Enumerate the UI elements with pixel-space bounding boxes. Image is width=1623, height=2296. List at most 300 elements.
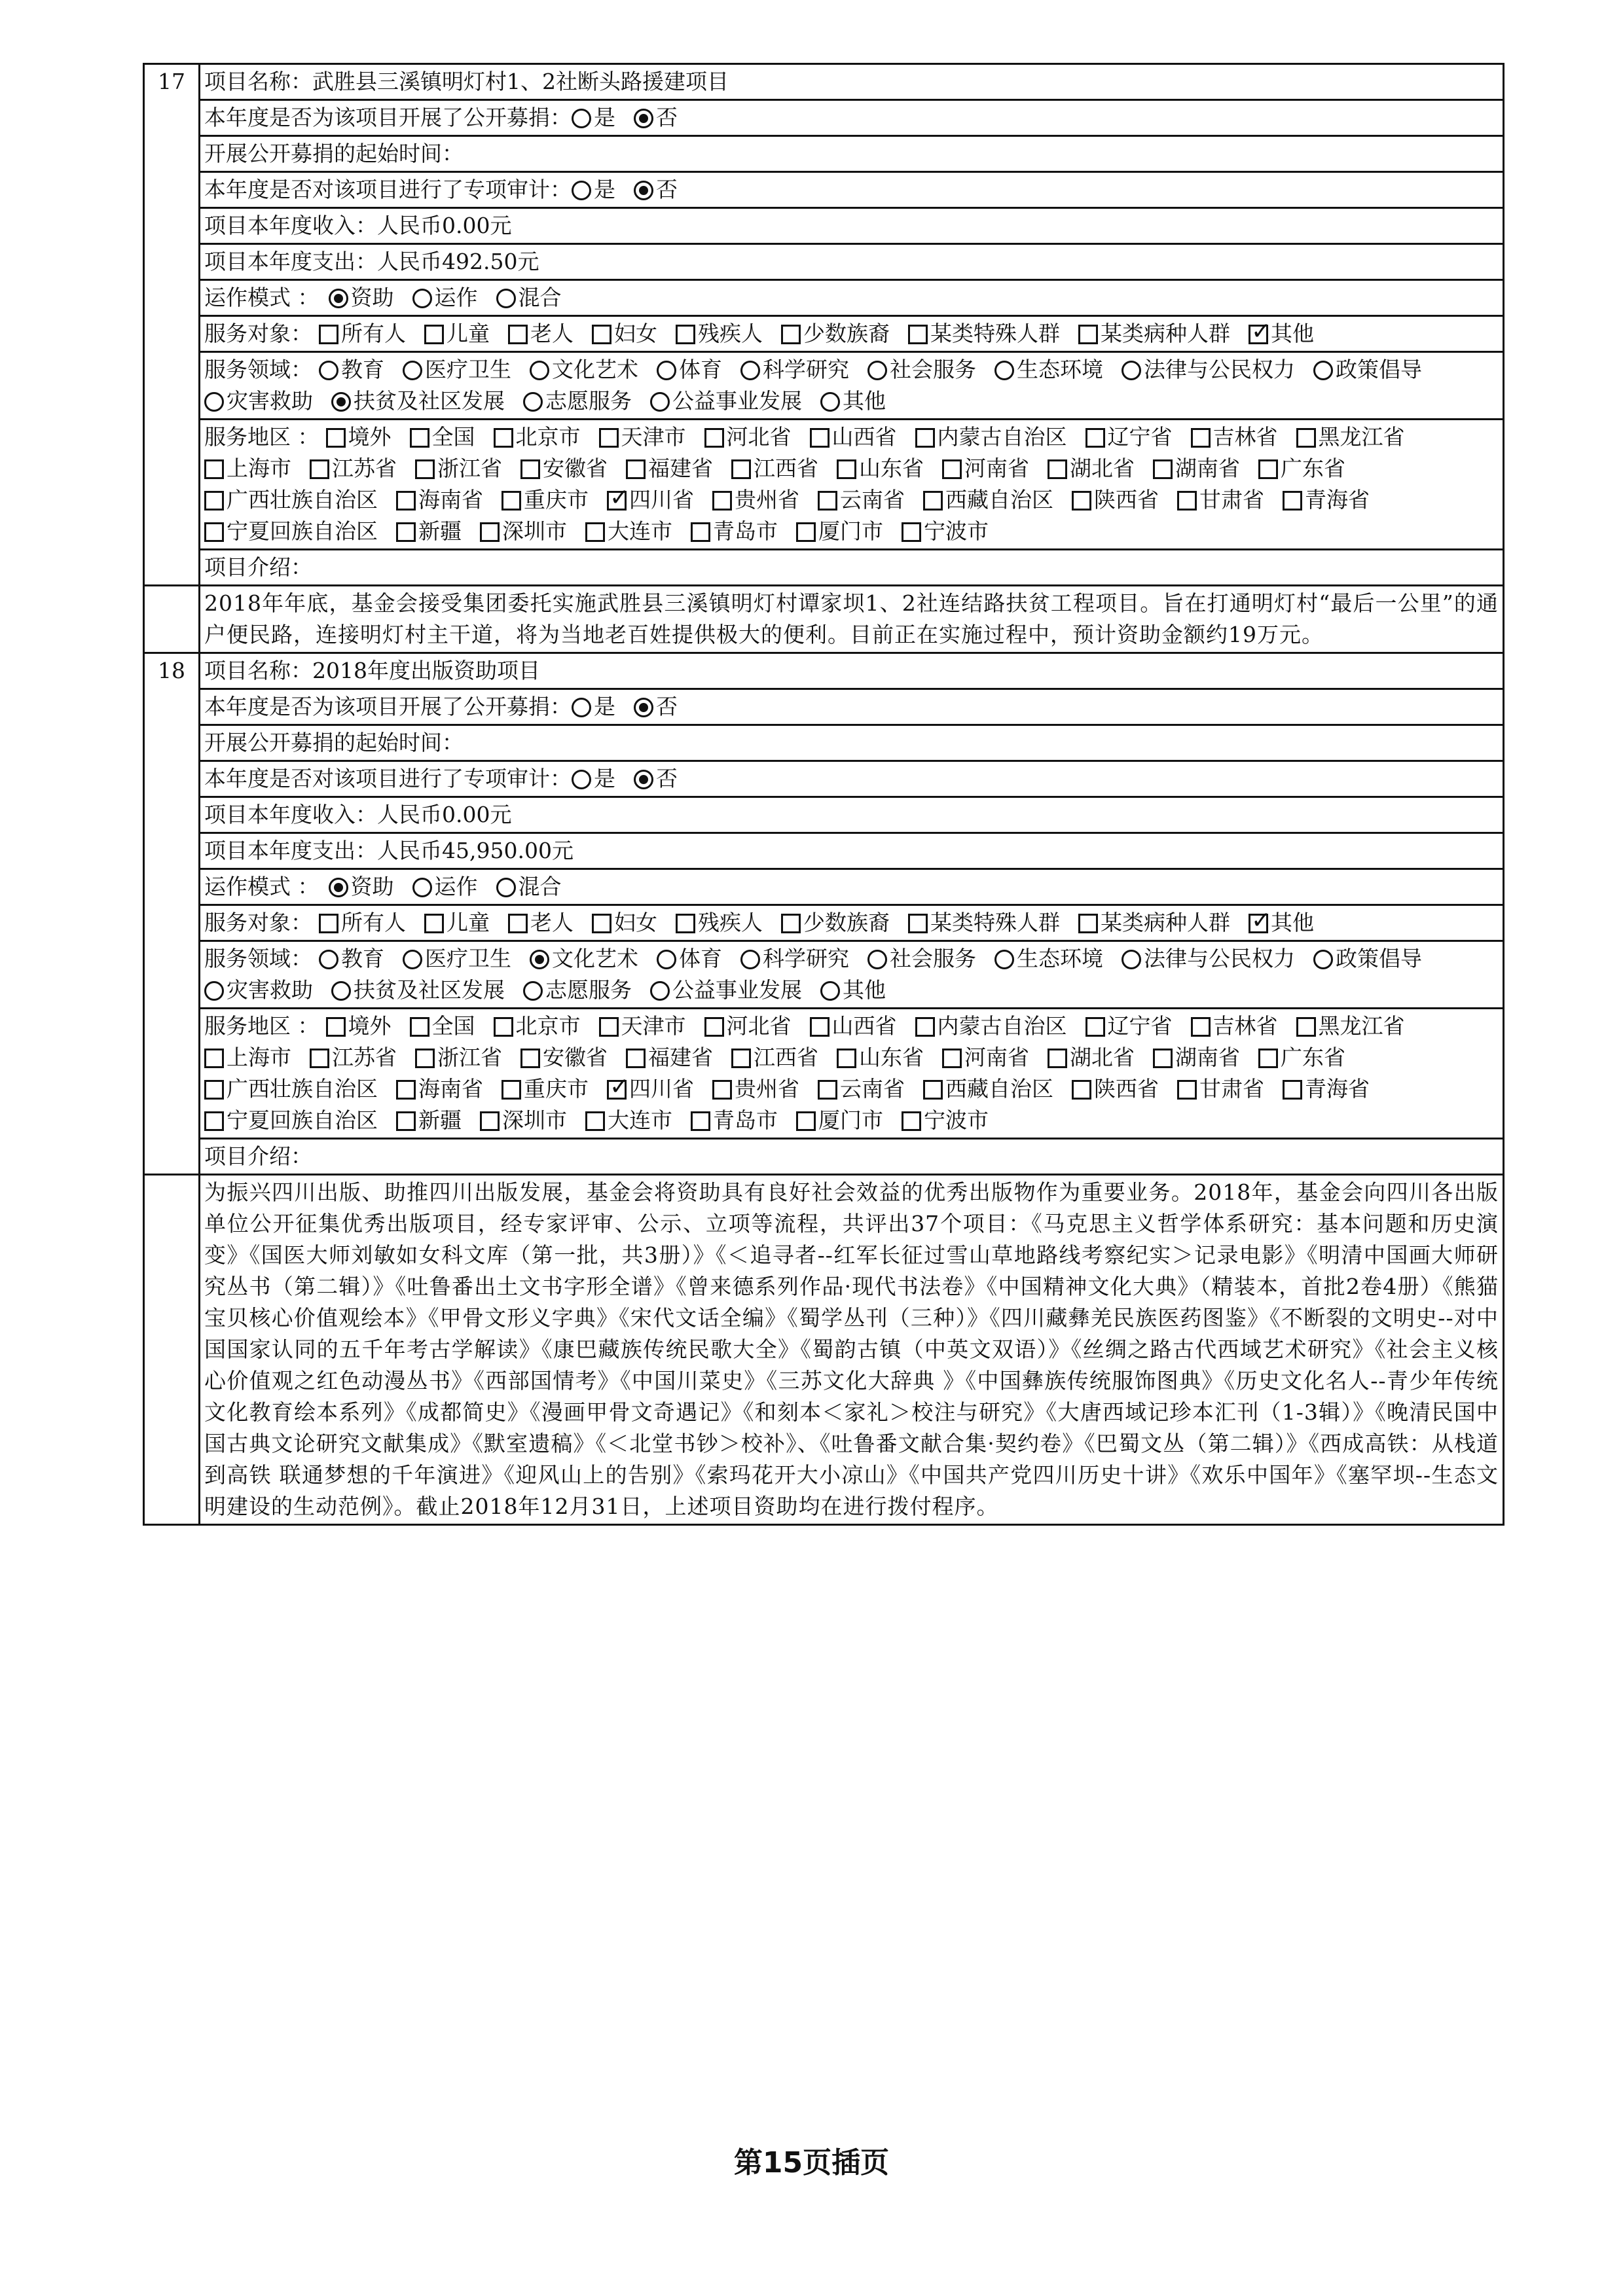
radio-button[interactable] bbox=[657, 950, 676, 969]
field-option[interactable] bbox=[331, 975, 505, 1006]
field-option-label: 志愿服务 bbox=[545, 977, 632, 1003]
region-option[interactable] bbox=[415, 453, 502, 484]
region-option[interactable] bbox=[607, 1073, 694, 1105]
checkbox[interactable] bbox=[704, 428, 724, 448]
checkbox[interactable] bbox=[494, 428, 513, 448]
checkbox[interactable] bbox=[837, 1049, 856, 1068]
fields-cell bbox=[200, 941, 1504, 1009]
radio-button[interactable] bbox=[572, 698, 591, 717]
region-option-label: 宁夏回族自治区 bbox=[227, 1107, 378, 1133]
region-option[interactable] bbox=[1048, 453, 1135, 484]
checkbox[interactable] bbox=[1249, 325, 1268, 344]
region-option[interactable] bbox=[915, 1011, 1067, 1042]
field-option[interactable] bbox=[1313, 943, 1422, 975]
checkbox[interactable] bbox=[204, 522, 224, 542]
checkbox[interactable] bbox=[410, 1017, 429, 1037]
mode-option[interactable] bbox=[329, 282, 394, 314]
target-option[interactable] bbox=[1078, 318, 1230, 350]
checkbox[interactable] bbox=[599, 1017, 619, 1037]
region-option[interactable] bbox=[607, 484, 694, 516]
mode-option[interactable] bbox=[496, 282, 562, 314]
region-option[interactable] bbox=[704, 422, 792, 453]
radio-button[interactable] bbox=[867, 950, 887, 969]
radio-button[interactable] bbox=[523, 392, 543, 412]
region-option[interactable] bbox=[599, 422, 686, 453]
region-option[interactable] bbox=[1072, 1073, 1159, 1105]
checkbox[interactable] bbox=[1085, 1017, 1105, 1037]
checkbox[interactable] bbox=[691, 522, 710, 542]
radio-button[interactable] bbox=[319, 361, 338, 380]
region-option[interactable] bbox=[204, 1073, 378, 1105]
region-option[interactable] bbox=[1258, 453, 1345, 484]
target-option[interactable] bbox=[781, 907, 890, 939]
mode-option[interactable] bbox=[496, 871, 562, 903]
checkbox[interactable] bbox=[1048, 1049, 1067, 1068]
region-option[interactable] bbox=[520, 453, 608, 484]
mode-option[interactable] bbox=[329, 871, 394, 903]
field-option[interactable] bbox=[994, 354, 1103, 386]
mode-option[interactable] bbox=[412, 282, 478, 314]
region-option[interactable] bbox=[326, 422, 392, 453]
field-option[interactable] bbox=[403, 354, 511, 386]
region-option-label: 新疆 bbox=[418, 1107, 462, 1133]
region-option-label: 重庆市 bbox=[524, 1076, 589, 1102]
intro-label-row bbox=[144, 1139, 1504, 1175]
checkbox[interactable] bbox=[1258, 1049, 1278, 1068]
target-option[interactable] bbox=[781, 318, 890, 350]
checkbox[interactable] bbox=[810, 1017, 830, 1037]
field-option[interactable] bbox=[204, 386, 313, 417]
checkbox[interactable] bbox=[204, 1111, 224, 1131]
region-option[interactable] bbox=[712, 484, 799, 516]
audit-yes-option[interactable] bbox=[572, 174, 615, 206]
checkbox[interactable] bbox=[676, 914, 695, 933]
region-option[interactable] bbox=[1085, 1011, 1173, 1042]
checkbox[interactable] bbox=[326, 428, 346, 448]
field-option[interactable] bbox=[319, 943, 384, 975]
region-option[interactable] bbox=[626, 1042, 713, 1073]
checkbox[interactable] bbox=[592, 914, 611, 933]
region-option-label: 上海市 bbox=[227, 1045, 291, 1070]
checkbox[interactable] bbox=[1153, 1049, 1173, 1068]
checkbox[interactable] bbox=[480, 522, 500, 542]
region-option[interactable] bbox=[410, 422, 475, 453]
target-option[interactable] bbox=[508, 907, 574, 939]
region-option[interactable] bbox=[415, 1042, 502, 1073]
field-option[interactable] bbox=[530, 943, 638, 975]
mode-option[interactable] bbox=[412, 871, 478, 903]
field-option[interactable] bbox=[331, 386, 505, 417]
radio-button[interactable] bbox=[412, 289, 432, 308]
region-option[interactable] bbox=[915, 422, 1067, 453]
checkbox[interactable] bbox=[915, 428, 935, 448]
field-option[interactable] bbox=[1313, 354, 1422, 386]
checkbox[interactable] bbox=[592, 325, 611, 344]
region-option[interactable] bbox=[501, 484, 589, 516]
checkbox[interactable] bbox=[1177, 491, 1197, 511]
radio-button[interactable] bbox=[634, 109, 653, 128]
audit-yes-option[interactable] bbox=[572, 763, 615, 795]
target-option[interactable] bbox=[319, 907, 406, 939]
radio-button[interactable] bbox=[530, 950, 549, 969]
region-option[interactable] bbox=[837, 1042, 924, 1073]
field-option[interactable] bbox=[403, 943, 511, 975]
checkbox[interactable] bbox=[915, 1017, 935, 1037]
checkbox[interactable] bbox=[902, 522, 921, 542]
region-option-label: 甘肃省 bbox=[1199, 1076, 1264, 1102]
radio-button[interactable] bbox=[867, 361, 887, 380]
checkbox[interactable] bbox=[626, 459, 646, 479]
field-option[interactable] bbox=[867, 943, 976, 975]
checkbox[interactable] bbox=[424, 325, 444, 344]
radio-button[interactable] bbox=[650, 392, 670, 412]
checkbox[interactable] bbox=[712, 1080, 732, 1100]
region-option[interactable] bbox=[731, 453, 818, 484]
target-option[interactable] bbox=[508, 318, 574, 350]
region-option-label: 广东省 bbox=[1281, 456, 1345, 481]
checkbox[interactable] bbox=[508, 914, 528, 933]
region-option[interactable] bbox=[1191, 422, 1278, 453]
checkbox[interactable] bbox=[415, 1049, 435, 1068]
region-option[interactable] bbox=[204, 453, 291, 484]
checkbox[interactable] bbox=[480, 1111, 500, 1131]
radio-button[interactable] bbox=[403, 950, 422, 969]
region-option[interactable] bbox=[396, 1105, 462, 1136]
checkbox[interactable] bbox=[310, 1049, 329, 1068]
region-option[interactable] bbox=[810, 422, 897, 453]
checkbox[interactable] bbox=[676, 325, 695, 344]
region-option[interactable] bbox=[310, 1042, 397, 1073]
region-option[interactable] bbox=[810, 1011, 897, 1042]
radio-button[interactable] bbox=[572, 109, 591, 128]
checkbox[interactable] bbox=[607, 1080, 627, 1100]
checkbox[interactable] bbox=[396, 1080, 416, 1100]
target-option[interactable] bbox=[319, 318, 406, 350]
checkbox[interactable] bbox=[942, 459, 962, 479]
checkbox[interactable] bbox=[585, 1111, 605, 1131]
fundraise-no-option[interactable] bbox=[634, 691, 678, 723]
checkbox[interactable] bbox=[424, 914, 444, 933]
region-option[interactable] bbox=[1048, 1042, 1135, 1073]
audit-no-option[interactable] bbox=[634, 763, 678, 795]
radio-button[interactable] bbox=[319, 950, 338, 969]
checkbox[interactable] bbox=[1296, 1017, 1316, 1037]
field-option[interactable] bbox=[820, 975, 886, 1006]
region-option[interactable] bbox=[204, 1042, 291, 1073]
checkbox[interactable] bbox=[1085, 428, 1105, 448]
region-option[interactable] bbox=[1177, 484, 1264, 516]
checkbox[interactable] bbox=[1177, 1080, 1197, 1100]
radio-button[interactable] bbox=[329, 289, 348, 308]
targets-label: 服务对象： bbox=[204, 910, 312, 935]
region-option[interactable] bbox=[818, 1073, 905, 1105]
radio-button[interactable] bbox=[1122, 361, 1141, 380]
region-option[interactable] bbox=[691, 516, 778, 547]
region-option[interactable] bbox=[796, 1105, 883, 1136]
target-option[interactable] bbox=[592, 907, 657, 939]
region-option[interactable] bbox=[494, 1011, 581, 1042]
region-option[interactable] bbox=[923, 484, 1053, 516]
checkbox[interactable] bbox=[1048, 459, 1067, 479]
checkbox[interactable] bbox=[1191, 1017, 1211, 1037]
checkbox[interactable] bbox=[396, 1111, 416, 1131]
region-option[interactable] bbox=[902, 1105, 989, 1136]
checkbox[interactable] bbox=[494, 1017, 513, 1037]
region-option[interactable] bbox=[942, 453, 1029, 484]
project-income: 项目本年度收入：人民币0.00元 bbox=[200, 208, 1504, 244]
region-option[interactable] bbox=[1153, 453, 1240, 484]
fundraise-no-option[interactable] bbox=[634, 102, 678, 134]
checkbox[interactable] bbox=[501, 491, 521, 511]
checkbox[interactable] bbox=[781, 325, 801, 344]
target-option[interactable] bbox=[676, 907, 763, 939]
checkbox[interactable] bbox=[204, 1049, 224, 1068]
region-option-label: 新疆 bbox=[418, 518, 462, 544]
region-option[interactable] bbox=[1296, 1011, 1405, 1042]
checkbox[interactable] bbox=[1191, 428, 1211, 448]
field-option[interactable] bbox=[530, 354, 638, 386]
checkbox[interactable] bbox=[796, 1111, 816, 1131]
region-option[interactable] bbox=[1153, 1042, 1240, 1073]
radio-button[interactable] bbox=[650, 981, 670, 1001]
target-option-label: 某类病种人群 bbox=[1101, 321, 1230, 346]
field-option-label: 灾害救助 bbox=[227, 388, 313, 414]
region-option-label: 云南省 bbox=[840, 487, 905, 512]
fundraise-yes-option[interactable] bbox=[572, 691, 615, 723]
radio-button[interactable] bbox=[1122, 950, 1141, 969]
field-option[interactable] bbox=[523, 975, 632, 1006]
checkbox[interactable] bbox=[204, 491, 224, 511]
field-option[interactable] bbox=[994, 943, 1103, 975]
checkbox[interactable] bbox=[1283, 491, 1302, 511]
checkbox[interactable] bbox=[1078, 325, 1098, 344]
region-option[interactable] bbox=[494, 422, 581, 453]
region-option[interactable] bbox=[902, 516, 989, 547]
checkbox[interactable] bbox=[204, 1080, 224, 1100]
checkbox[interactable] bbox=[1296, 428, 1316, 448]
field-option[interactable] bbox=[740, 943, 849, 975]
checkbox[interactable] bbox=[410, 428, 429, 448]
checkbox[interactable] bbox=[204, 459, 224, 479]
checkbox[interactable] bbox=[520, 1049, 540, 1068]
checkbox[interactable] bbox=[508, 325, 528, 344]
region-option-label: 安徽省 bbox=[543, 1045, 608, 1070]
radio-button[interactable] bbox=[740, 950, 760, 969]
field-option[interactable] bbox=[657, 943, 722, 975]
expense-row bbox=[144, 833, 1504, 869]
region-option[interactable] bbox=[396, 1073, 483, 1105]
radio-button[interactable] bbox=[740, 361, 760, 380]
checkbox[interactable] bbox=[1072, 491, 1091, 511]
checkbox[interactable] bbox=[396, 491, 416, 511]
checkbox[interactable] bbox=[818, 1080, 837, 1100]
region-option[interactable] bbox=[1283, 1073, 1370, 1105]
region-option[interactable] bbox=[326, 1011, 392, 1042]
fields-cell bbox=[200, 352, 1504, 420]
region-option[interactable] bbox=[585, 1105, 672, 1136]
target-option[interactable] bbox=[1249, 318, 1314, 350]
region-option[interactable] bbox=[1296, 422, 1405, 453]
region-option[interactable] bbox=[691, 1105, 778, 1136]
radio-button[interactable] bbox=[329, 878, 348, 897]
target-option-label: 其他 bbox=[1271, 910, 1314, 935]
region-option[interactable] bbox=[310, 453, 397, 484]
checkbox[interactable] bbox=[319, 325, 338, 344]
fields-label: 服务领域： bbox=[204, 357, 312, 382]
region-option[interactable] bbox=[480, 516, 567, 547]
region-option[interactable] bbox=[204, 1105, 378, 1136]
region-option[interactable] bbox=[1085, 422, 1173, 453]
target-option[interactable] bbox=[424, 318, 490, 350]
region-option[interactable] bbox=[1072, 484, 1159, 516]
region-option[interactable] bbox=[796, 516, 883, 547]
region-option[interactable] bbox=[599, 1011, 686, 1042]
checkbox[interactable] bbox=[599, 428, 619, 448]
field-option[interactable] bbox=[820, 386, 886, 417]
region-option[interactable] bbox=[923, 1073, 1053, 1105]
field-option[interactable] bbox=[1122, 943, 1295, 975]
checkbox[interactable] bbox=[908, 914, 928, 933]
checkbox[interactable] bbox=[731, 1049, 751, 1068]
field-option-label: 公益事业发展 bbox=[672, 977, 802, 1003]
region-option[interactable] bbox=[837, 453, 924, 484]
field-option[interactable] bbox=[1122, 354, 1295, 386]
checkbox[interactable] bbox=[415, 459, 435, 479]
radio-button[interactable] bbox=[572, 181, 591, 200]
checkbox[interactable] bbox=[923, 1080, 943, 1100]
region-option[interactable] bbox=[520, 1042, 608, 1073]
radio-button[interactable] bbox=[496, 878, 516, 897]
radio-button[interactable] bbox=[634, 770, 653, 789]
region-option[interactable] bbox=[204, 516, 378, 547]
checkbox[interactable] bbox=[908, 325, 928, 344]
radio-button[interactable] bbox=[204, 392, 224, 412]
field-option[interactable] bbox=[204, 975, 313, 1006]
radio-button[interactable] bbox=[530, 361, 549, 380]
region-option[interactable] bbox=[712, 1073, 799, 1105]
field-option[interactable] bbox=[650, 975, 802, 1006]
field-option[interactable] bbox=[867, 354, 976, 386]
checkbox[interactable] bbox=[1153, 459, 1173, 479]
region-option[interactable] bbox=[942, 1042, 1029, 1073]
checkbox[interactable] bbox=[310, 459, 329, 479]
radio-button[interactable] bbox=[204, 981, 224, 1001]
radio-button[interactable] bbox=[634, 698, 653, 717]
region-option[interactable] bbox=[1283, 484, 1370, 516]
region-option[interactable] bbox=[480, 1105, 567, 1136]
checkbox[interactable] bbox=[902, 1111, 921, 1131]
target-option-label: 儿童 bbox=[447, 910, 490, 935]
checkbox[interactable] bbox=[796, 522, 816, 542]
radio-button[interactable] bbox=[1313, 361, 1333, 380]
checkbox[interactable] bbox=[731, 459, 751, 479]
checkbox[interactable] bbox=[942, 1049, 962, 1068]
radio-button[interactable] bbox=[403, 361, 422, 380]
field-option[interactable] bbox=[740, 354, 849, 386]
checkbox[interactable] bbox=[585, 522, 605, 542]
checkbox[interactable] bbox=[396, 522, 416, 542]
checkbox[interactable] bbox=[1283, 1080, 1302, 1100]
region-option[interactable] bbox=[731, 1042, 818, 1073]
radio-button[interactable] bbox=[994, 361, 1014, 380]
radio-button[interactable] bbox=[572, 770, 591, 789]
fundraise-yes-option[interactable] bbox=[572, 102, 615, 134]
checkbox[interactable] bbox=[818, 491, 837, 511]
checkbox[interactable] bbox=[691, 1111, 710, 1131]
region-option[interactable] bbox=[818, 484, 905, 516]
checkbox[interactable] bbox=[837, 459, 856, 479]
checkbox[interactable] bbox=[319, 914, 338, 933]
radio-button[interactable] bbox=[820, 981, 840, 1001]
target-option[interactable] bbox=[592, 318, 657, 350]
radio-button[interactable] bbox=[820, 392, 840, 412]
target-option[interactable] bbox=[676, 318, 763, 350]
radio-button[interactable] bbox=[331, 392, 351, 412]
region-option[interactable] bbox=[204, 484, 378, 516]
audit-yes-label: 是 bbox=[594, 177, 615, 202]
target-option[interactable] bbox=[908, 907, 1060, 939]
checkbox[interactable] bbox=[810, 428, 830, 448]
region-option[interactable] bbox=[501, 1073, 589, 1105]
checkbox[interactable] bbox=[1072, 1080, 1091, 1100]
target-option[interactable] bbox=[908, 318, 1060, 350]
region-option[interactable] bbox=[396, 516, 462, 547]
field-option[interactable] bbox=[650, 386, 802, 417]
checkbox[interactable] bbox=[326, 1017, 346, 1037]
region-option-label: 大连市 bbox=[608, 518, 672, 544]
region-option[interactable] bbox=[1191, 1011, 1278, 1042]
checkbox[interactable] bbox=[626, 1049, 646, 1068]
checkbox[interactable] bbox=[501, 1080, 521, 1100]
radio-button[interactable] bbox=[412, 878, 432, 897]
radio-button[interactable] bbox=[657, 361, 676, 380]
region-option[interactable] bbox=[1177, 1073, 1264, 1105]
checkbox[interactable] bbox=[781, 914, 801, 933]
region-option-label: 天津市 bbox=[621, 1013, 686, 1039]
checkbox[interactable] bbox=[520, 459, 540, 479]
radio-button[interactable] bbox=[496, 289, 516, 308]
region-option[interactable] bbox=[626, 453, 713, 484]
field-option[interactable] bbox=[523, 386, 632, 417]
target-option[interactable] bbox=[424, 907, 490, 939]
region-option[interactable] bbox=[410, 1011, 475, 1042]
target-option[interactable] bbox=[1078, 907, 1230, 939]
field-option[interactable] bbox=[319, 354, 384, 386]
checkbox[interactable] bbox=[923, 491, 943, 511]
radio-button[interactable] bbox=[1313, 950, 1333, 969]
target-option[interactable] bbox=[1249, 907, 1314, 939]
region-option[interactable] bbox=[585, 516, 672, 547]
radio-button[interactable] bbox=[634, 181, 653, 200]
audit-no-option[interactable] bbox=[634, 174, 678, 206]
checkbox[interactable] bbox=[1249, 914, 1268, 933]
project-name-row bbox=[144, 64, 1504, 100]
radio-button[interactable] bbox=[331, 981, 351, 1001]
region-option[interactable] bbox=[396, 484, 483, 516]
checkbox[interactable] bbox=[1258, 459, 1278, 479]
checkbox[interactable] bbox=[1078, 914, 1098, 933]
target-option-label: 老人 bbox=[530, 910, 574, 935]
region-option[interactable] bbox=[704, 1011, 792, 1042]
region-option-label: 江西省 bbox=[754, 456, 818, 481]
radio-button[interactable] bbox=[994, 950, 1014, 969]
checkbox[interactable] bbox=[607, 491, 627, 511]
checkbox[interactable] bbox=[712, 491, 732, 511]
field-option[interactable] bbox=[657, 354, 722, 386]
checkbox[interactable] bbox=[704, 1017, 724, 1037]
region-option[interactable] bbox=[1258, 1042, 1345, 1073]
radio-button[interactable] bbox=[523, 981, 543, 1001]
